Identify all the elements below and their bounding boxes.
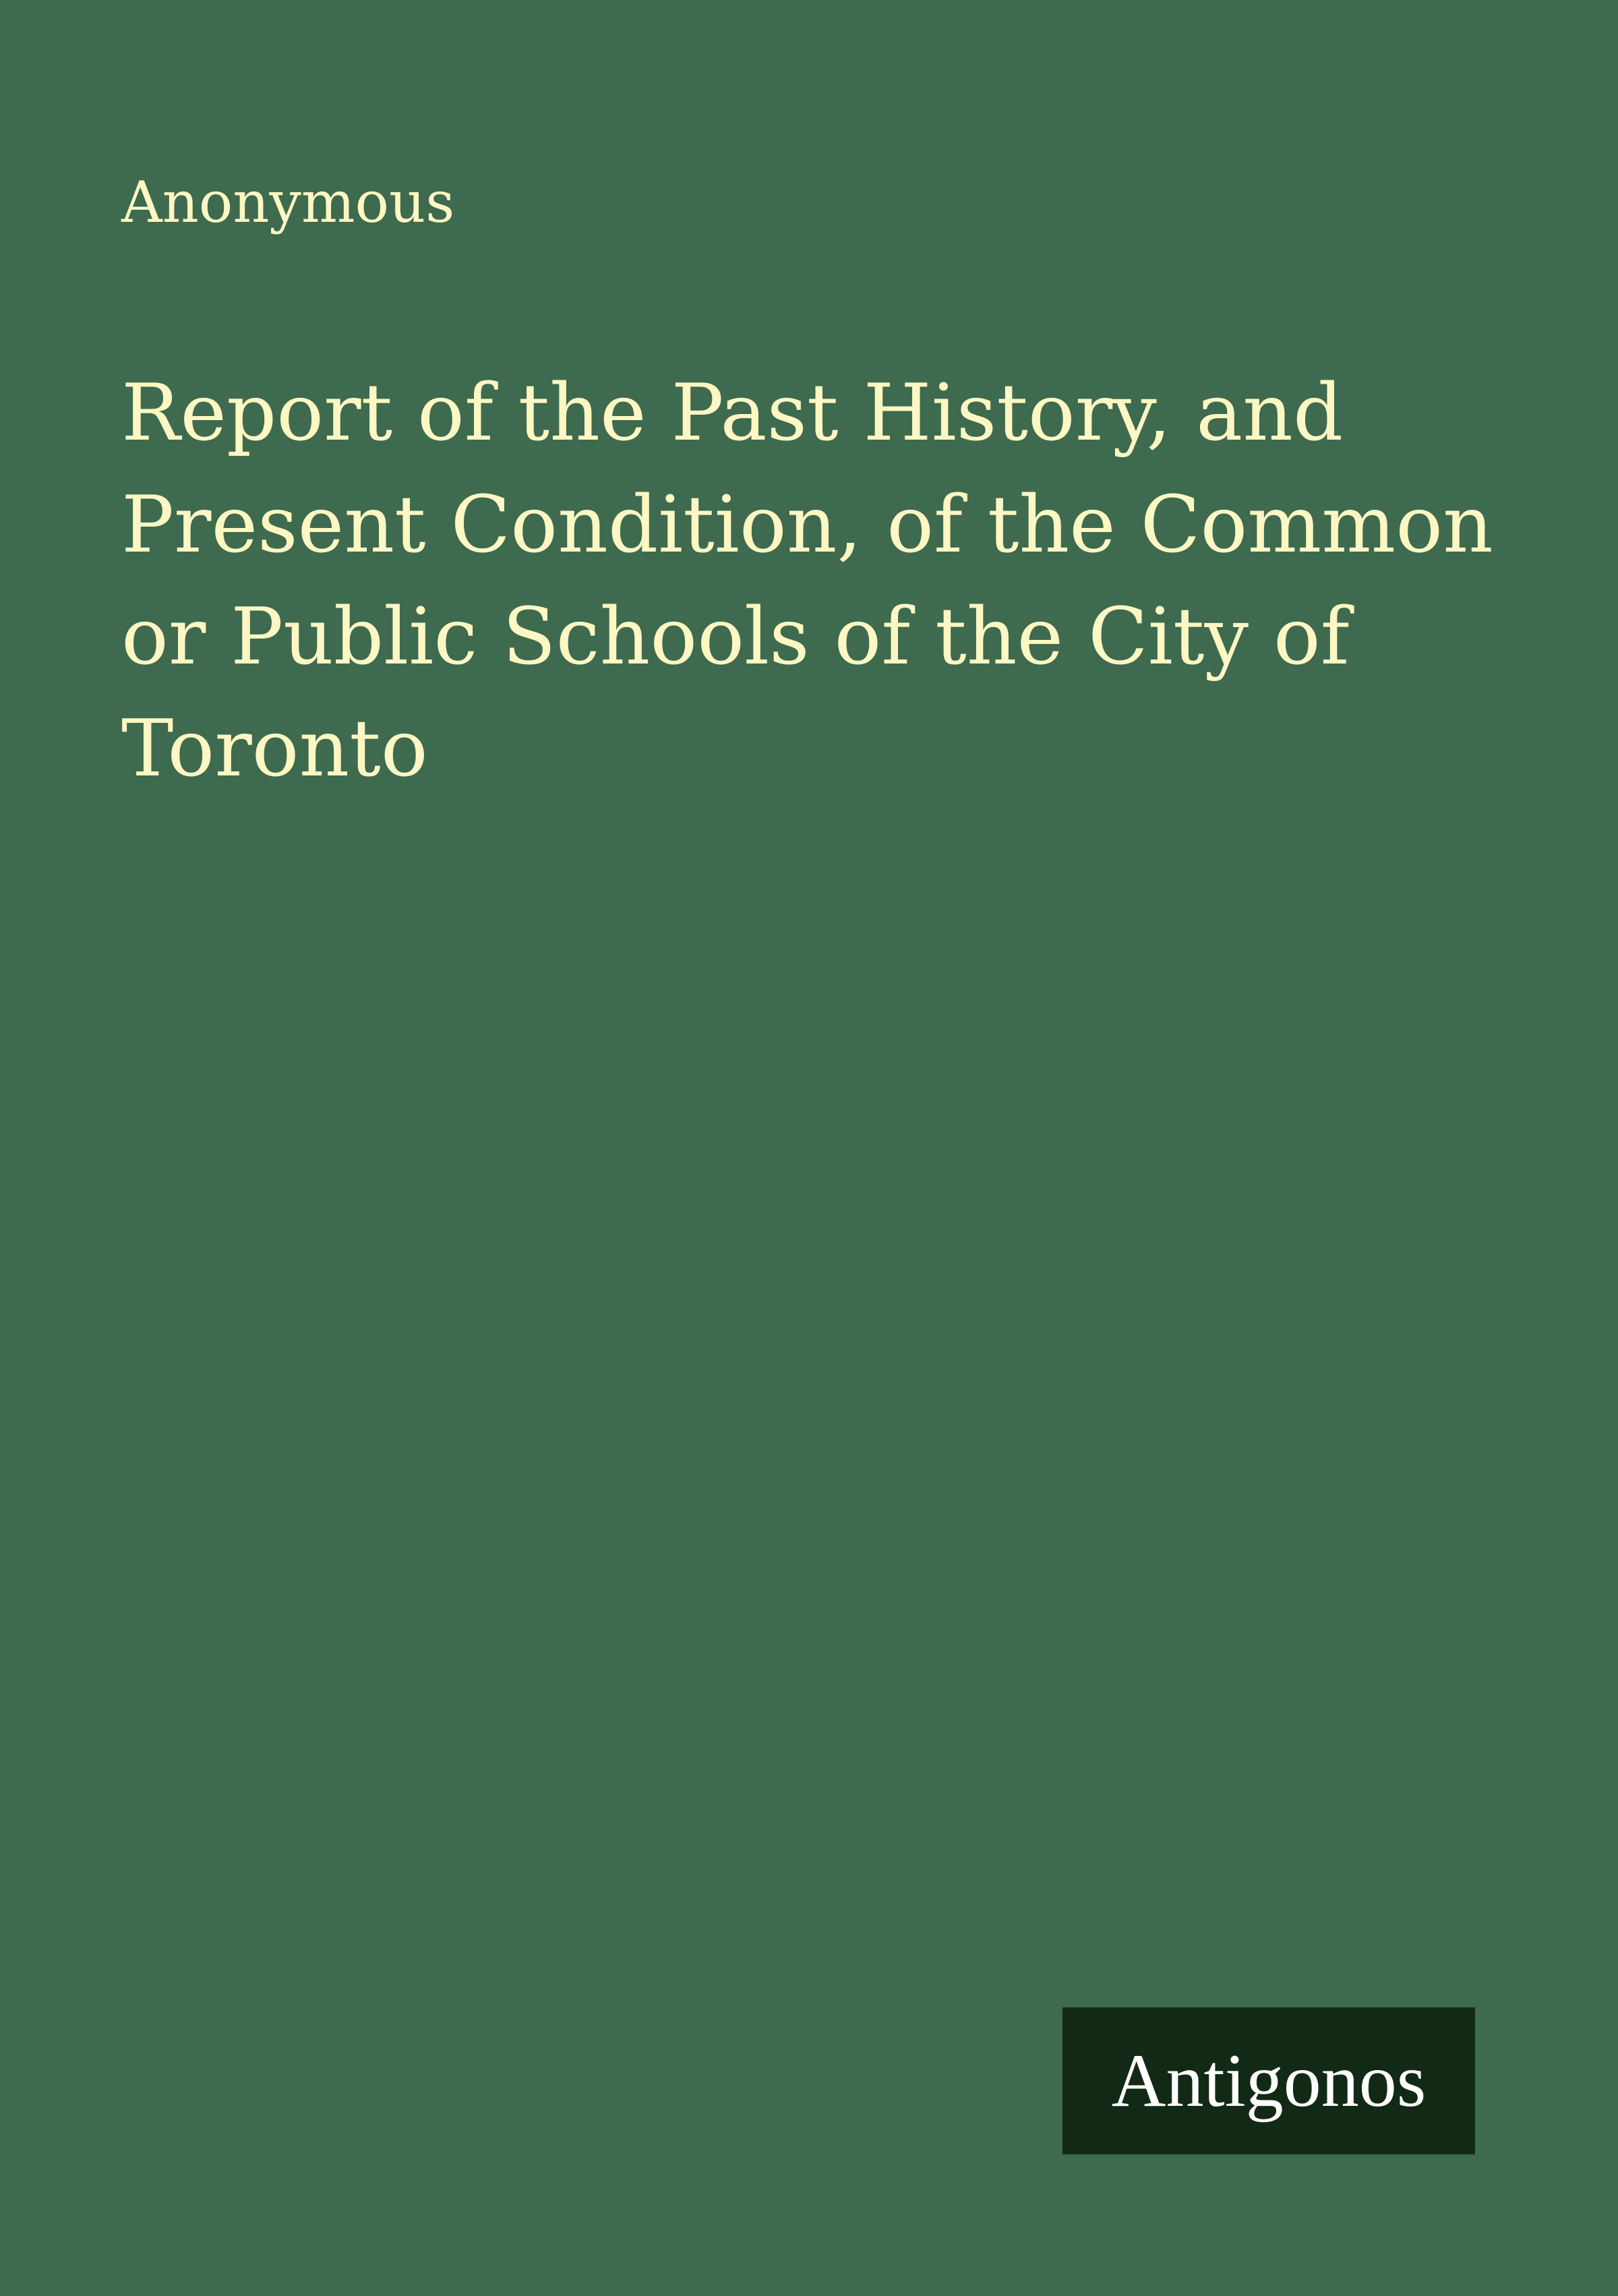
book-title: Report of the Past History, and Present Condition, of the Common or Public Schools of the City of Toronto	[121, 367, 1493, 794]
author-name: Anonymous	[121, 169, 455, 235]
publisher-logo-box	[1062, 2007, 1475, 2154]
publisher-name: Antigonos	[1111, 2039, 1427, 2123]
